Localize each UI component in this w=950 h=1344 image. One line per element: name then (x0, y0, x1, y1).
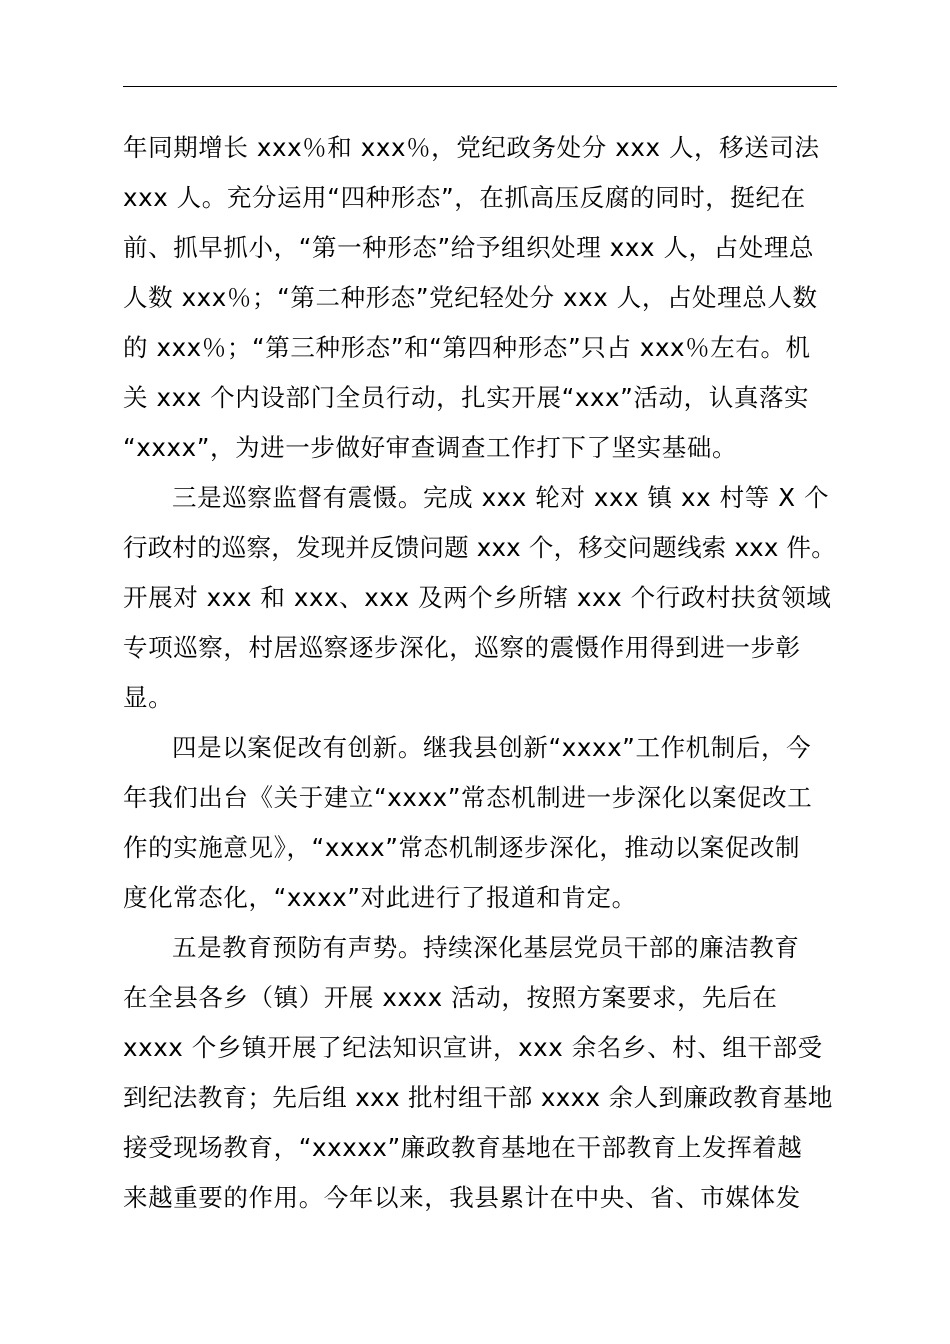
text-line: 显。 (123, 683, 174, 712)
text-line: 接受现场教育，“xxxxx”廉政教育基地在干部教育上发挥着越 (123, 1133, 803, 1162)
text-line: xxx 人。充分运用“四种形态”，在抓高压反腐的同时，挺纪在 (123, 183, 806, 212)
text-line: 作的实施意见》，“xxxx”常态机制逐步深化，推动以案促改制 (123, 833, 801, 862)
text-line: 度化常态化，“xxxx”对此进行了报道和肯定。 (123, 883, 637, 912)
header-rule (123, 86, 837, 87)
text-line: xxxx 个乡镇开展了纪法知识宣讲，xxx 余名乡、村、组干部受 (123, 1033, 823, 1062)
text-line: 五是教育预防有声势。持续深化基层党员干部的廉洁教育 (172, 933, 800, 962)
text-line: 专项巡察，村居巡察逐步深化，巡察的震慑作用得到进一步彰 (123, 633, 801, 662)
text-line: 来越重要的作用。今年以来，我县累计在中央、省、市媒体发 (123, 1183, 801, 1212)
text-line: 四是以案促改有创新。继我县创新“xxxx”工作机制后，今 (172, 733, 812, 762)
text-line: 年我们出台《关于建立“xxxx”常态机制进一步深化以案促改工 (123, 783, 813, 812)
text-line: 人数 xxx％；“第二种形态”党纪轻处分 xxx 人，占处理总人数 (123, 283, 818, 312)
text-line: 前、抓早抓小，“第一种形态”给予组织处理 xxx 人，占处理总 (123, 233, 815, 262)
text-line: 开展对 xxx 和 xxx、xxx 及两个乡所辖 xxx 个行政村扶贫领域 (123, 583, 832, 612)
text-line: 年同期增长 xxx％和 xxx％，党纪政务处分 xxx 人，移送司法 (123, 133, 820, 162)
page-body (123, 123, 837, 1223)
text-line: 在全县各乡（镇）开展 xxxx 活动，按照方案要求，先后在 (123, 983, 778, 1012)
text-line: 三是巡察监督有震慑。完成 xxx 轮对 xxx 镇 xx 村等 X 个 (172, 483, 830, 512)
text-line: 到纪法教育；先后组 xxx 批村组干部 xxxx 余人到廉政教育基地 (123, 1083, 833, 1112)
text-line: 行政村的巡察，发现并反馈问题 xxx 个，移交问题线索 xxx 件。 (123, 533, 836, 562)
text-line: 的 xxx％；“第三种形态”和“第四种形态”只占 xxx％左右。机 (123, 333, 811, 362)
text-line: “xxxx”，为进一步做好审查调查工作打下了坚实基础。 (123, 433, 738, 462)
text-line: 关 xxx 个内设部门全员行动，扎实开展“xxx”活动，认真落实 (123, 383, 810, 412)
